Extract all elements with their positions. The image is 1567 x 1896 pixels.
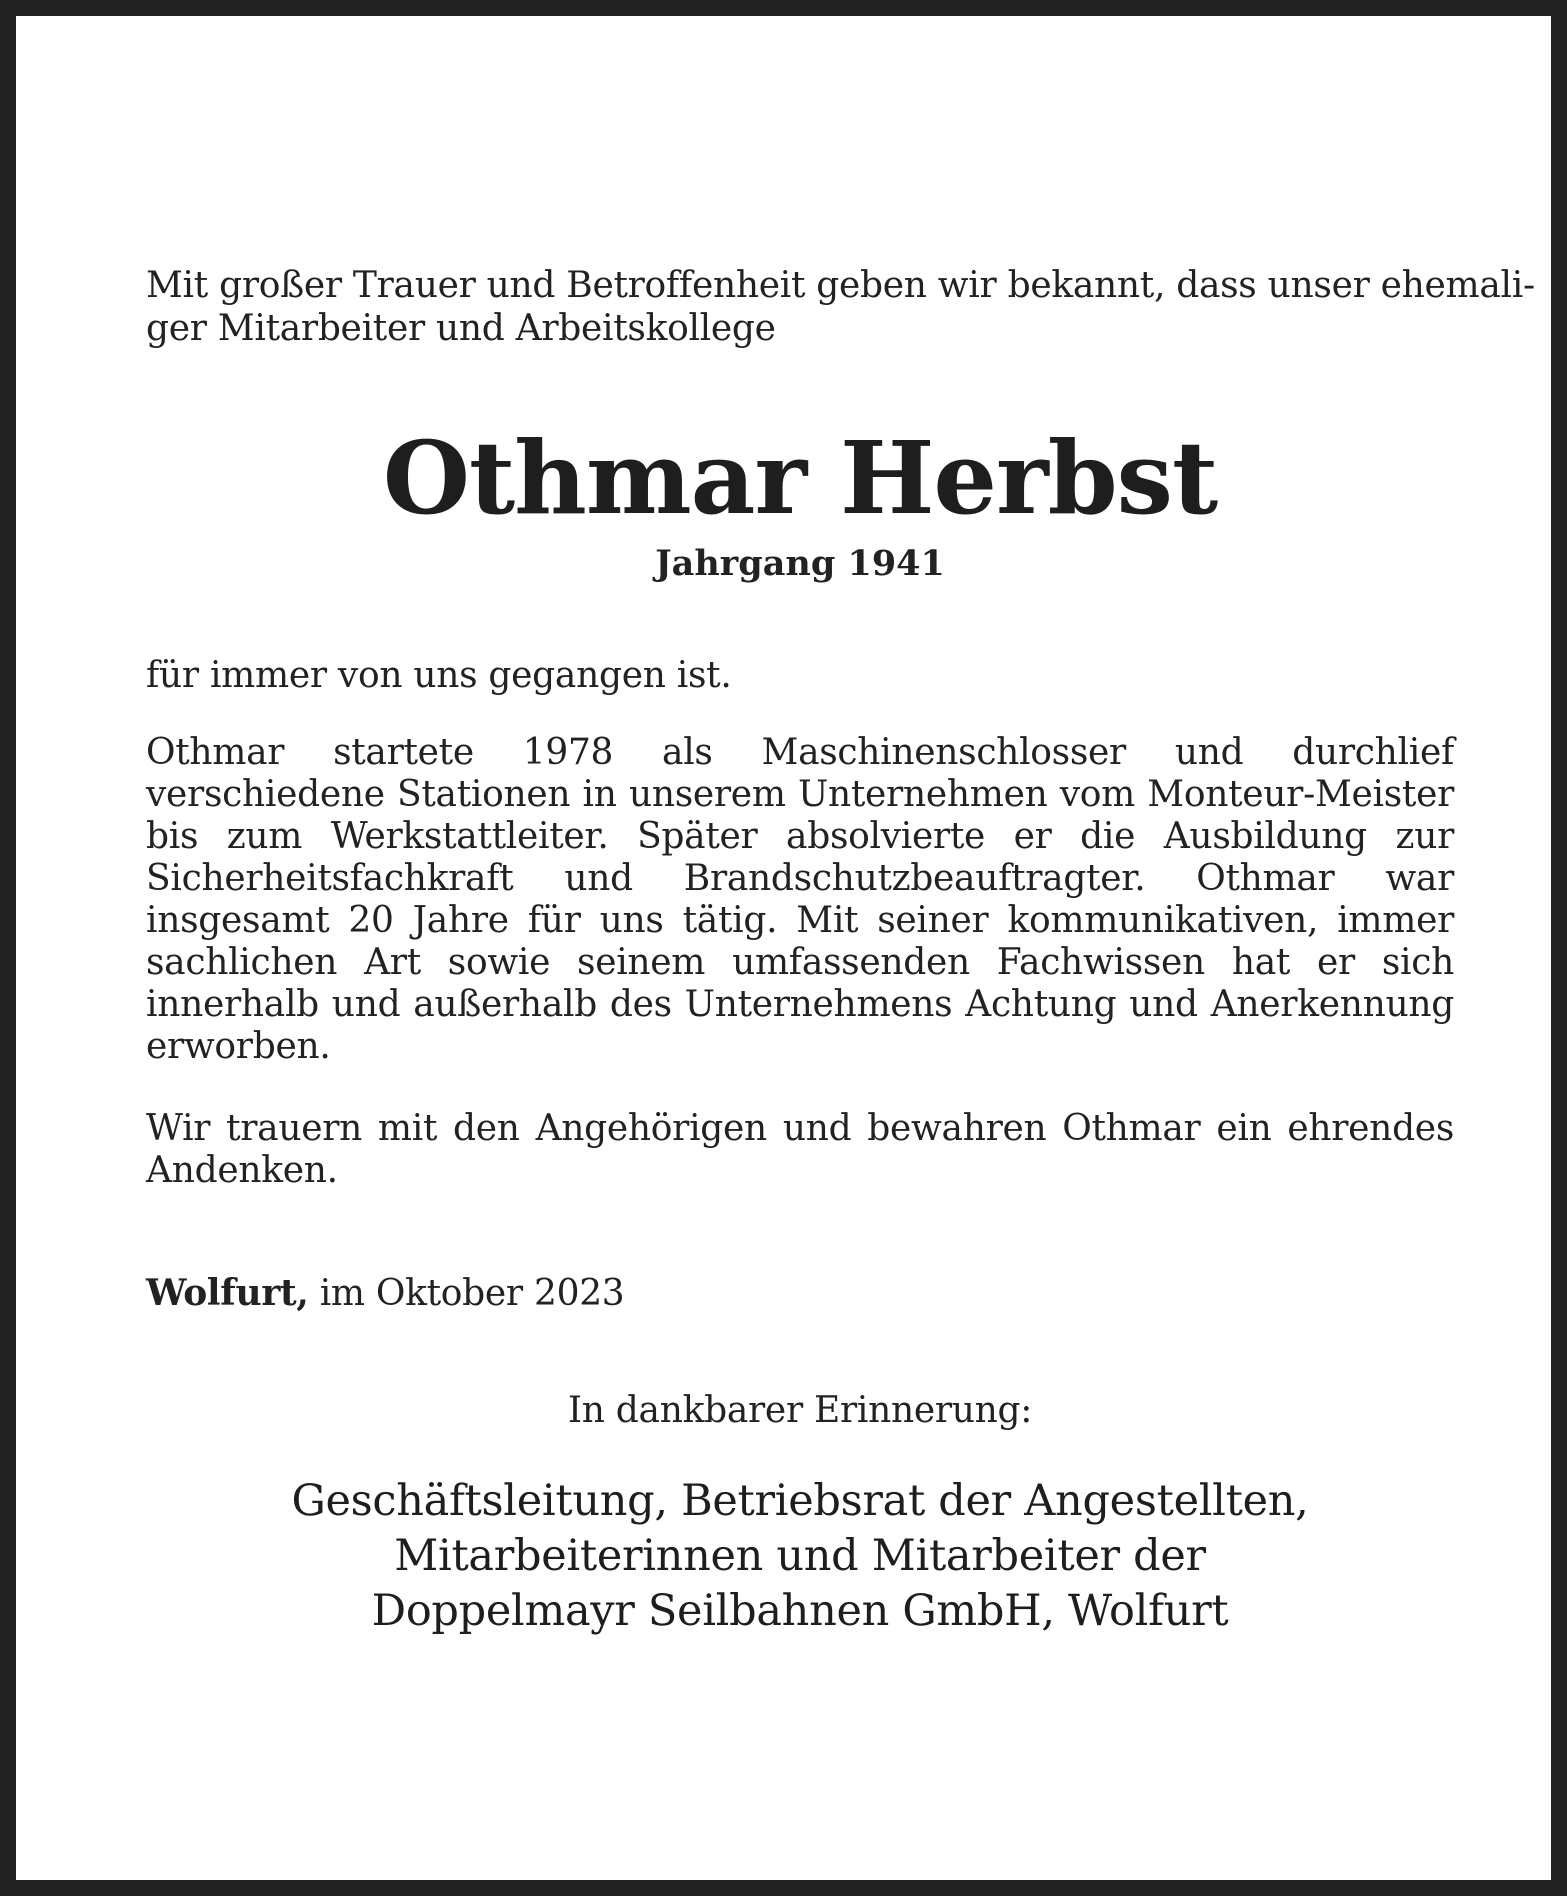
intro-line: Mit großer Trauer und Betroffenheit geben wir bekannt, dass unser ehemali- xyxy=(146,265,1535,306)
birth-year: Jahrgang 1941 xyxy=(655,543,945,584)
intro-text xyxy=(146,264,1535,350)
date-text: im Oktober 2023 xyxy=(308,1273,625,1314)
thanks-text: In dankbarer Erinnerung: xyxy=(567,1390,1033,1431)
signer-line: Mitarbeiterinnen und Mitarbeiter der xyxy=(394,1531,1206,1581)
passed-away-text: für immer von uns gegangen ist. xyxy=(146,655,732,696)
mourning-paragraph: Wir trauern mit den Angehörigen und bewahren Othmar ein ehrendes Andenken. xyxy=(146,1108,1454,1191)
place-date xyxy=(146,1272,1454,1315)
career-paragraph: Othmar startete 1978 als Maschinenschlosser und durchlief verschiedene Stationen in unserem Unternehmen vom Monteur-Meister bis zum Werkstattleiter. Später absolvierte er die Ausbildung zur Sicherheitsfachkraft und Brandschutzbeauftragter. Othmar war insgesamt 20 Jahre für uns tätig. Mit seiner kommunikativen, immer sachlichen Art sowie seinem umfassenden Fachwissen hat er sich innerhalb und außerhalb des Unternehmens Achtung und Anerkennung erworben. xyxy=(146,732,1454,1067)
signers-block xyxy=(146,1474,1454,1639)
signer-line: Geschäftsleitung, Betriebsrat der Angestellten, xyxy=(291,1476,1309,1526)
place-name: Wolfurt, xyxy=(146,1272,309,1314)
signer-line: Doppelmayr Seilbahnen GmbH, Wolfurt xyxy=(371,1586,1229,1636)
intro-line: ger Mitarbeiter und Arbeitskollege xyxy=(146,308,776,349)
deceased-name: Othmar Herbst xyxy=(382,419,1218,537)
notice-content xyxy=(146,264,1535,1639)
